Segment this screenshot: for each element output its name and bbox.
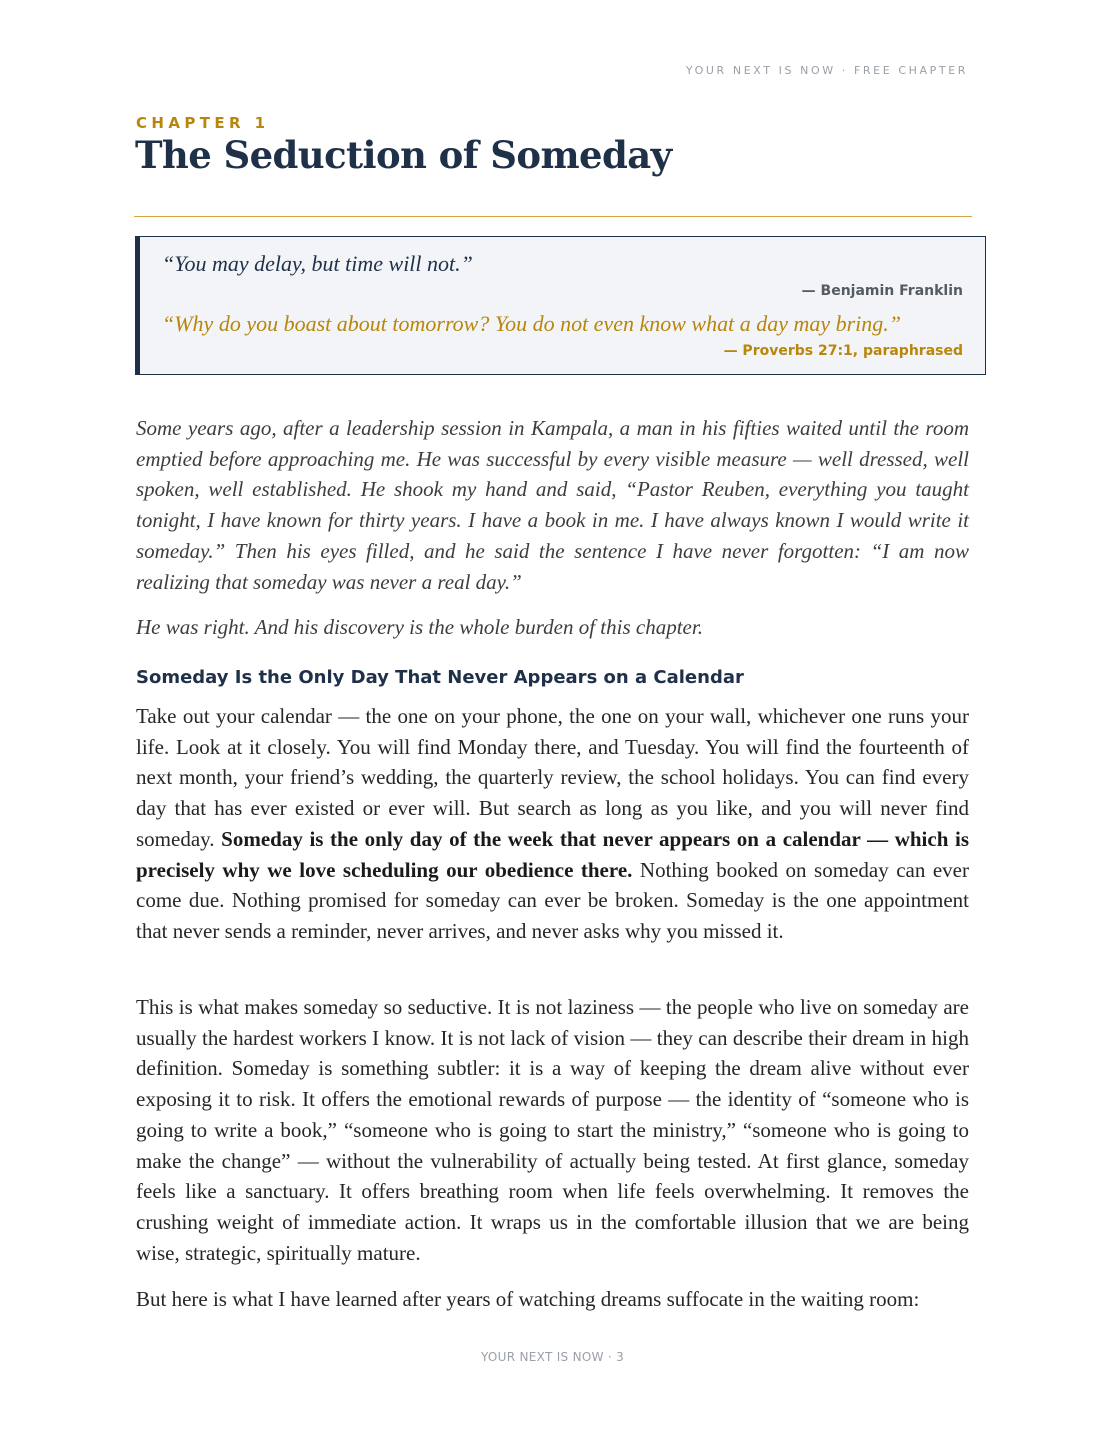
page-footer: YOUR NEXT IS NOW · 3 <box>480 1350 625 1364</box>
body-text: Nothing booked on someday can ever come due. Nothing promised for someday can ever be broken. Someday is the one appointment that never sends a reminder, never arrives, and never asks why you missed it. <box>136 857 969 943</box>
epigraph-quote-franklin: “You may delay, but time will not.” <box>162 251 473 276</box>
chapter-title: The Seduction of Someday <box>135 133 672 177</box>
body-paragraph-calendar <box>136 701 969 947</box>
running-header: YOUR NEXT IS NOW · FREE CHAPTER <box>685 64 968 77</box>
title-divider <box>134 216 972 217</box>
chapter-label: CHAPTER 1 <box>136 114 270 132</box>
epigraph-attribution-proverbs: — Proverbs 27:1, paraphrased <box>723 343 963 359</box>
intro-paragraph: Some years ago, after a leadership session in Kampala, a man in his fifties waited until the room emptied before approaching me. He was successful by every visible measure — well dressed, well spoken, well established. He shook my hand and said, “Pastor Reuben, everything you taught tonight, I have known for thirty years. I have a book in me. I have always known I would write it someday.” Then his eyes filled, and he said the sentence I have never forgotten: “I am now realizing that someday was never a real day.” <box>136 416 969 594</box>
emphasis-text: Someday is the only day of the week that never appears on a calendar — which is precisely why we love scheduling our obedience there. <box>136 826 969 882</box>
body-paragraph-seductive: This is what makes someday so seductive. It is not laziness — the people who live on someday are usually the hardest workers I know. It is not lack of vision — they can describe their dream in high definition. Someday is something subtler: it is a way of keeping the dream alive without ever exposing it to risk. It offers the emotional rewards of purpose — the identity of “someone who is going to write a book,” “someone who is going to start the ministry,” “someone who is going to make the change” — without the vulnerability of actually being tested. At first glance, someday feels like a sanctuary. It offers breathing room when life feels overwhelming. It removes the crushing weight of immediate action. It wraps us in the comfortable illusion that we are being wise, strategic, spiritually mature. <box>136 995 969 1265</box>
epigraph-attribution-franklin: — Benjamin Franklin <box>801 283 963 299</box>
body-text: Take out your calendar — the one on your phone, the one on your wall, whichever one runs your life. Look at it closely. You will find Monday there, and Tuesday. You will find the fourteenth of next month, your friend’s wedding, the quarterly review, the school holidays. You can find every day that has ever existed or ever will. But search as long as you like, and you will never find someday. <box>136 704 969 851</box>
epigraph-box <box>135 236 986 375</box>
body-paragraph-waiting-room: But here is what I have learned after years of watching dreams suffocate in the waiting room: <box>136 1287 920 1311</box>
epigraph-quote-proverbs: “Why do you boast about tomorrow? You do not even know what a day may bring.” <box>162 311 902 336</box>
section-heading: Someday Is the Only Day That Never Appears on a Calendar <box>136 667 744 688</box>
intro-closing-paragraph: He was right. And his discovery is the whole burden of this chapter. <box>136 615 703 639</box>
